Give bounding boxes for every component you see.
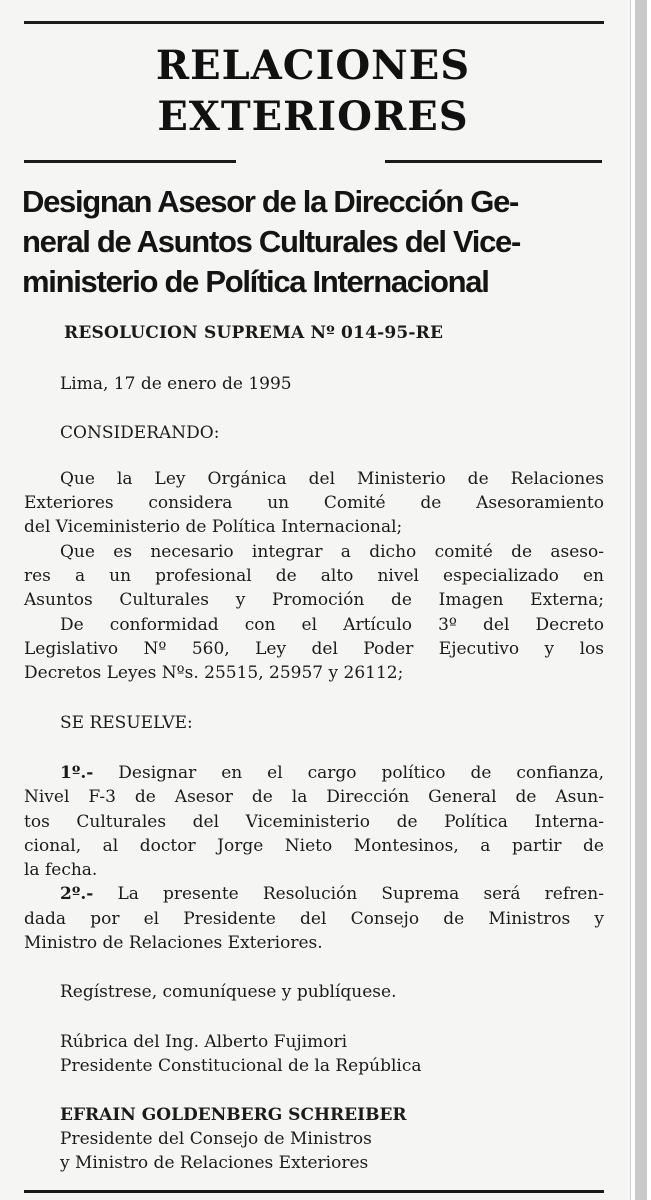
considerando-line: res a un profesional de alto nivel especializado en <box>24 566 604 586</box>
signature-1-line: Rúbrica del Ing. Alberto Fujimori <box>60 1032 348 1052</box>
headline-line: neral de Asuntos Culturales del Vice- <box>22 224 521 259</box>
headline-line: Designan Asesor de la Dirección Ge- <box>22 184 519 219</box>
considerando-line: del Viceministerio de Política Internacional; <box>24 517 403 537</box>
headline-line: ministerio de Política Internacional <box>22 264 489 299</box>
article-2-text: La presente Resolución Suprema será refren- <box>117 884 605 904</box>
considerando-line: Asuntos Culturales y Promoción de Imagen Externa; <box>24 590 604 610</box>
considerando-heading: CONSIDERANDO: <box>60 423 220 443</box>
article-1-text: Designar en el cargo político de confianza, <box>118 763 604 783</box>
page-edge <box>630 0 651 1200</box>
article-1-line <box>24 761 604 785</box>
resolution-number: RESOLUCION SUPREMA Nº 014-95-RE <box>64 323 444 343</box>
considerando-line: Que la Ley Orgánica del Ministerio de Relaciones <box>60 469 604 489</box>
right-divider-rule <box>385 160 602 163</box>
signature-1-line: Presidente Constitucional de la República <box>60 1056 422 1076</box>
considerando-line: De conformidad con el Artículo 3º del Decreto <box>60 615 604 635</box>
considerando-line: Exteriores considera un Comité de Asesoramiento <box>24 493 604 513</box>
se-resuelve-heading: SE RESUELVE: <box>60 713 193 733</box>
section-title-line-2: EXTERIORES <box>157 93 469 140</box>
article-2-number: 2º.- <box>60 884 94 904</box>
bottom-rule <box>24 1190 604 1193</box>
signature-2-title: y Ministro de Relaciones Exteriores <box>60 1153 369 1173</box>
signature-2-name: EFRAIN GOLDENBERG SCHREIBER <box>60 1105 407 1125</box>
considerando-line: Legislativo Nº 560, Ley del Poder Ejecutivo y los <box>24 639 604 659</box>
section-title-line-1: RELACIONES <box>155 42 471 89</box>
article-1-number: 1º.- <box>60 763 94 783</box>
left-divider-rule <box>24 160 236 163</box>
article-2-line <box>24 882 604 906</box>
article-1-line: Nivel F-3 de Asesor de la Dirección General de Asun- <box>24 787 604 807</box>
considerando-line: Decretos Leyes Nºs. 25515, 25957 y 26112; <box>24 663 404 683</box>
closing-formula: Regístrese, comuníquese y publíquese. <box>60 982 397 1002</box>
page-edge-strip <box>635 0 647 1200</box>
article-1-line: cional, al doctor Jorge Nieto Montesinos, a partir de <box>24 836 604 856</box>
top-rule <box>24 21 604 24</box>
article-1-line: tos Culturales del Viceministerio de Política Interna- <box>24 812 604 832</box>
signature-2-title: Presidente del Consejo de Ministros <box>60 1129 372 1149</box>
article-2-line: Ministro de Relaciones Exteriores. <box>24 933 323 953</box>
headline <box>22 182 612 302</box>
considerando-line: Que es necesario integrar a dicho comité de aseso- <box>60 542 604 562</box>
date-line: Lima, 17 de enero de 1995 <box>60 374 292 394</box>
article-1-line: la fecha. <box>24 860 98 880</box>
article-2-line: dada por el Presidente del Consejo de Ministros y <box>24 909 604 929</box>
